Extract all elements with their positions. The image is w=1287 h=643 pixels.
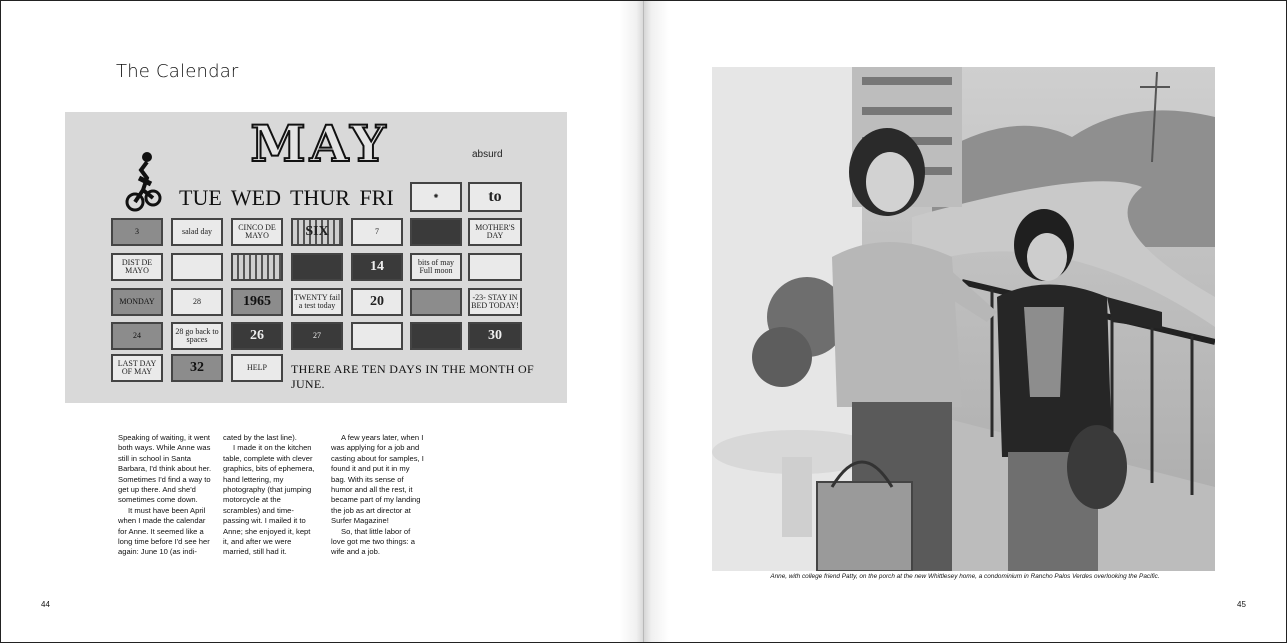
- calendar-cell: 26: [231, 322, 283, 350]
- calendar-cell: 30: [468, 322, 522, 350]
- photograph: [712, 67, 1215, 571]
- page-number: 44: [41, 600, 50, 609]
- calendar-footer: THERE ARE TEN DAYS IN THE MONTH OF JUNE.: [291, 362, 534, 391]
- calendar-cell: [468, 253, 522, 281]
- calendar-cell: [291, 253, 343, 281]
- calendar-cell: [410, 322, 462, 350]
- text-column-1: [118, 433, 213, 558]
- calendar-cell: SIX: [291, 218, 343, 246]
- calendar-cell: 28 go back to spaces: [171, 322, 223, 350]
- calendar-cell: bits of may Full moon: [410, 253, 462, 281]
- page-title: The Calendar: [116, 61, 239, 82]
- page-number: 45: [1237, 600, 1246, 609]
- calendar-cell: [231, 253, 283, 281]
- text-column-2: [223, 433, 318, 558]
- calendar-cell: 24: [111, 322, 163, 350]
- calendar-corner-text: absurd: [472, 149, 503, 160]
- paragraph: cated by the last line).: [223, 433, 297, 442]
- calendar-month: MAY: [250, 113, 390, 173]
- calendar-cell: [351, 322, 403, 350]
- paragraph: A few years later, when I was applying for a job and casting about for samples, I found it and put it in my bag. With its sense of humor and all the rest, it became part of my landing the job as art director at Surfer Magazine!: [331, 433, 424, 526]
- calendar-cell: MOTHER'S DAY: [468, 218, 522, 246]
- photo-caption: Anne, with college friend Patty, on the porch at the new Whittlesey home, a condominium in Rancho Palos Verdes overlooking the Pacific.: [770, 573, 1160, 580]
- calendar-cell: 32: [171, 354, 223, 382]
- calendar-cell: TWENTY fail a test today: [291, 288, 343, 316]
- calendar-photo: [65, 112, 567, 403]
- calendar-cell: to: [468, 182, 522, 212]
- motorcycle-icon: [123, 148, 163, 212]
- calendar-cell: ✺: [410, 182, 462, 212]
- calendar-cell: 27: [291, 322, 343, 350]
- calendar-cell: [410, 288, 462, 316]
- paragraph: It must have been April when I made the calendar for Anne. It seemed like a long time before I'd see her again: June 10 (as indi-: [118, 505, 210, 557]
- calendar-cell: CINCO DE MAYO: [231, 218, 283, 246]
- calendar-cell: [171, 253, 223, 281]
- calendar-cell: 1965: [231, 288, 283, 316]
- calendar-cell: 20: [351, 288, 403, 316]
- left-page: [1, 1, 644, 642]
- photo-illustration: [712, 67, 1215, 571]
- right-page: [644, 1, 1286, 642]
- calendar-cell: 7: [351, 218, 403, 246]
- calendar-cell: LAST DAY OF MAY: [111, 354, 163, 382]
- calendar-cell: 3: [111, 218, 163, 246]
- paragraph: Speaking of waiting, it went both ways. While Anne was still in school in Santa Barbara, I'd think about her. Sometimes I'd find a way to get up there. And she'd sometimes come down.: [118, 433, 212, 505]
- calendar-cell: [410, 218, 462, 246]
- calendar-cell: 14: [351, 253, 403, 281]
- calendar-weekdays: TUE WED THUR FRI: [179, 185, 394, 210]
- calendar-cell: -23- STAY IN BED TODAY!: [468, 288, 522, 316]
- calendar-cell: salad day: [171, 218, 223, 246]
- text-column-3: [331, 433, 426, 558]
- calendar-cell: 28: [171, 288, 223, 316]
- paragraph: I made it on the kitchen table, complete with clever graphics, bits of ephemera, hand lettering, my photography (that jumping motorcycle at the scrambles) and time-passing wit. I mailed it to Anne; she enjoyed it, kept it, and after we were married, still had it.: [223, 443, 315, 557]
- paragraph: So, that little labor of love got me two things: a wife and a job.: [331, 526, 415, 557]
- calendar-cell: DIST DE MAYO: [111, 253, 163, 281]
- calendar-cell: HELP: [231, 354, 283, 382]
- calendar-cell: MONDAY: [111, 288, 163, 316]
- book-gutter-line: [643, 1, 644, 642]
